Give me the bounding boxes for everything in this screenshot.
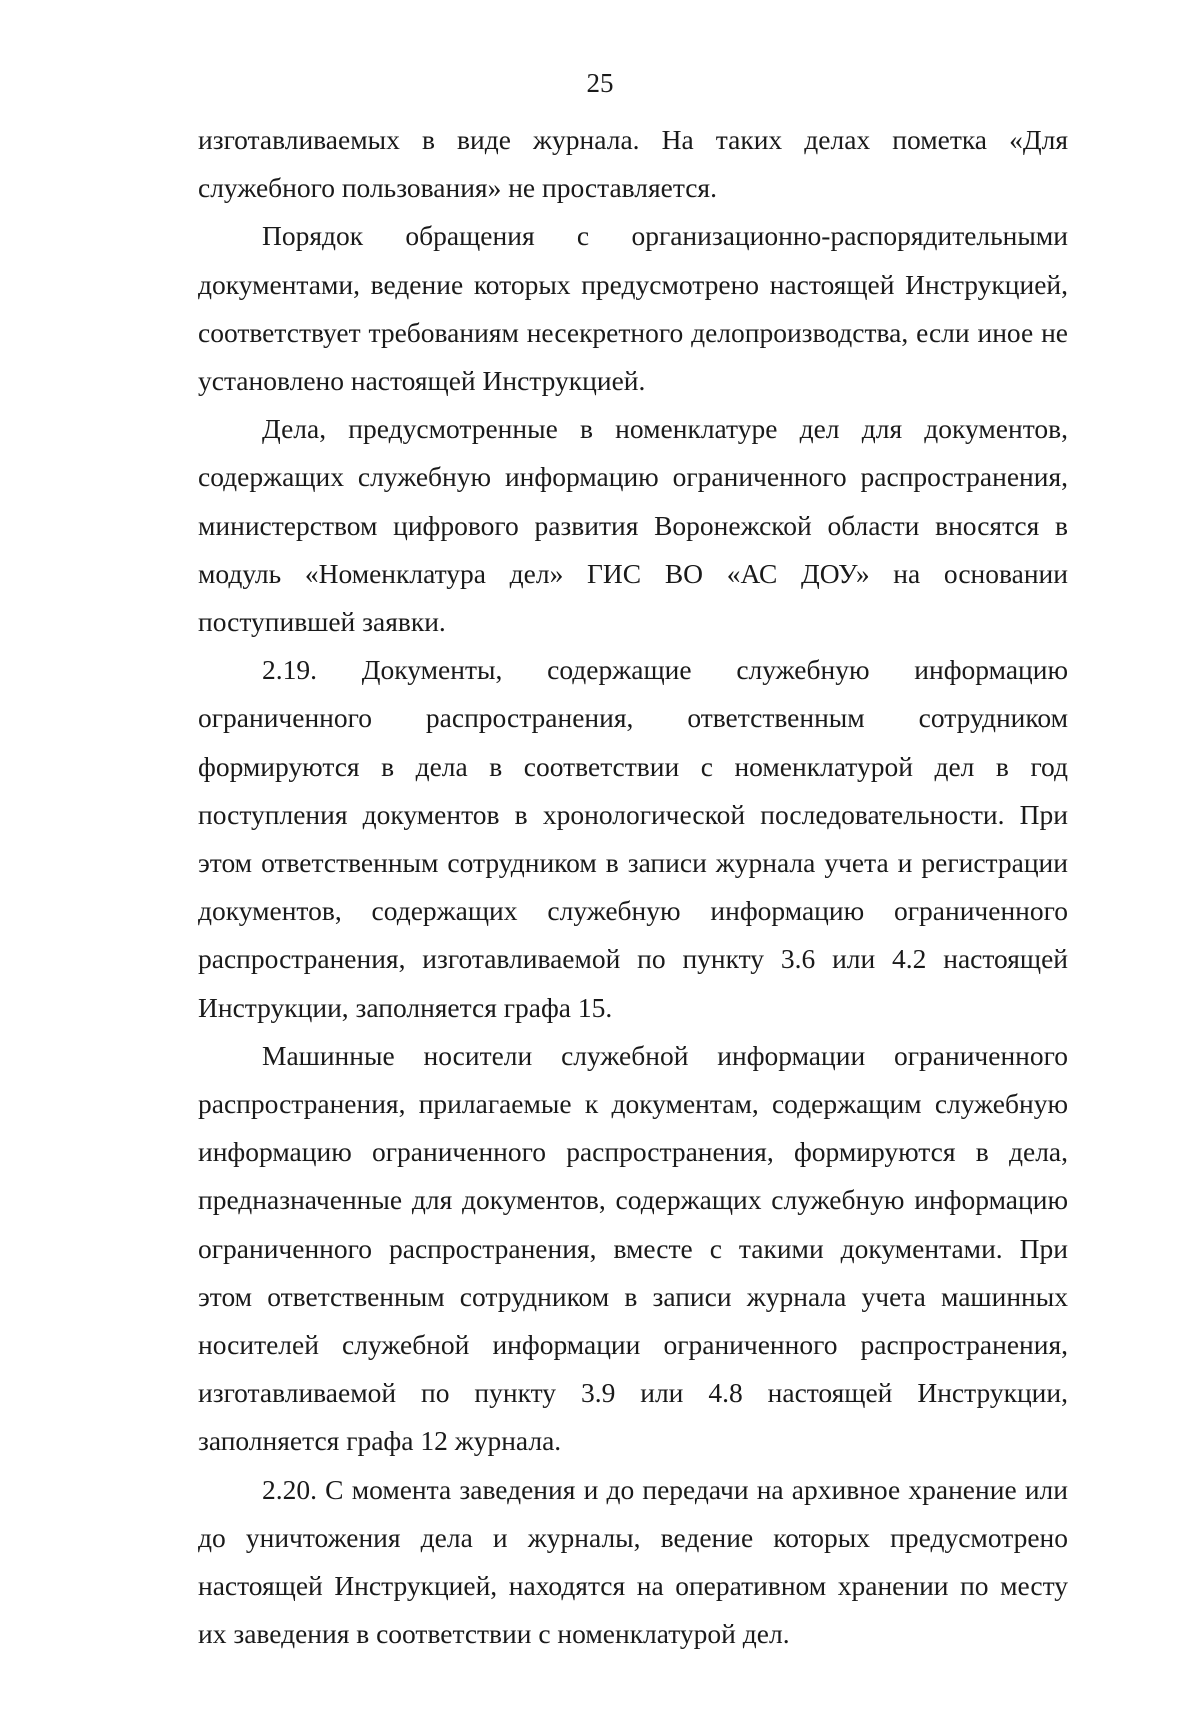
paragraph-section-2-19: 2.19. Документы, содержащие служебную информацию ограниченного распространения, ответственным сотрудником формируются в дела в соответствии с номенклатурой дел в год поступления документов в хронологической последовательности. При этом ответственным сотрудником в записи журнала учета и регистрации документов, содержащих служебную информацию ограниченного распространения, изготавливаемой по пункту 3.6 или 4.2 настоящей Инструкции, заполняется графа 15. <box>198 654 1068 1023</box>
paragraph-document-handling: Порядок обращения с организационно-распорядительными документами, ведение которых предусмотрено настоящей Инструкцией, соответствует требованиям несекретного делопроизводства, если иное не установлено настоящей Инструкцией. <box>198 220 1068 397</box>
paragraph-section-2-20: 2.20. С момента заведения и до передачи на архивное хранение или до уничтожения дела и журналы, ведение которых предусмотрено настоящей Инструкцией, находятся на оперативном хранении по месту их заведения в соответствии с номенклатурой дел. <box>198 1473 1068 1650</box>
page-number: 25 <box>586 68 614 98</box>
paragraph-nomenclature-cases: Дела, предусмотренные в номенклатуре дел для документов, содержащих служебную информацию ограниченного распространения, министерством цифрового развития Воронежской области вносятся в модуль «Номенклатура дел» ГИС ВО «АС ДОУ» на основании поступившей заявки. <box>198 413 1068 638</box>
document-body <box>198 116 1068 1659</box>
paragraph-continuation: изготавливаемых в виде журнала. На таких делах пометка «Для служебного пользования» не проставляется. <box>198 124 1068 204</box>
paragraph-machine-media: Машинные носители служебной информации ограниченного распространения, прилагаемые к документам, содержащим служебную информацию ограниченного распространения, формируются в дела, предназначенные для документов, содержащих служебную информацию ограниченного распространения, вместе с такими документами. При этом ответственным сотрудником в записи журнала учета машинных носителей служебной информации ограниченного распространения, изготавливаемой по пункту 3.9 или 4.8 настоящей Инструкции, заполняется графа 12 журнала. <box>198 1039 1068 1457</box>
